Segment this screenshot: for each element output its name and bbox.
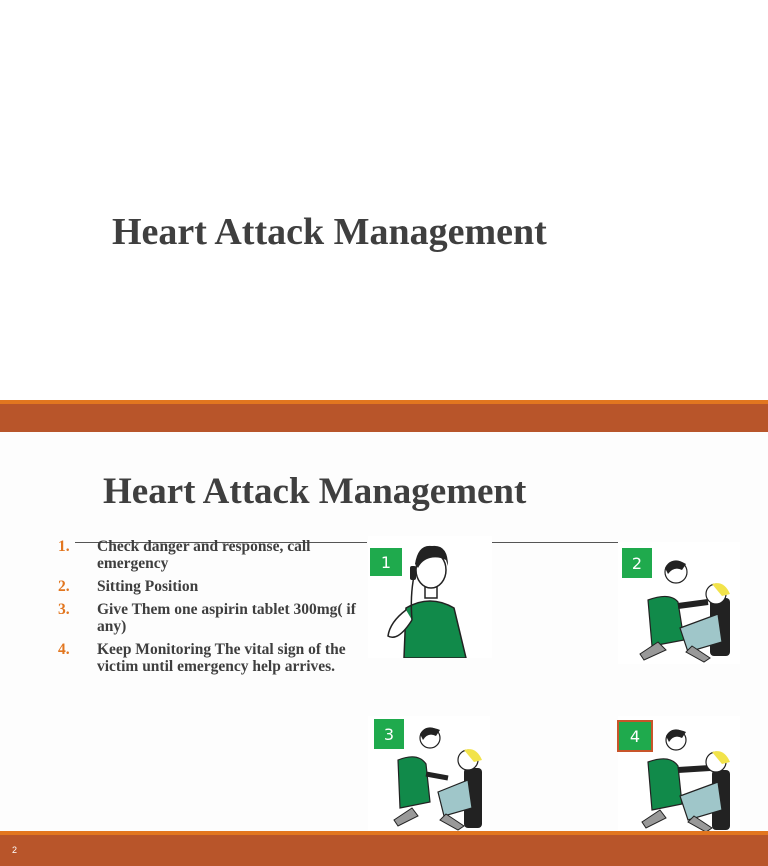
- illustration-panel-3: [368, 716, 490, 832]
- step-number: 1.: [58, 538, 70, 555]
- step-text: Give Them one aspirin tablet 300mg( if any): [97, 601, 356, 635]
- list-item: [58, 601, 368, 635]
- step-number: 3.: [58, 601, 70, 618]
- step-badge: 2: [622, 548, 652, 578]
- slide-title: Heart Attack Management: [103, 471, 527, 512]
- step-badge: 4: [619, 722, 651, 750]
- step-text: Check danger and response, call emergency: [97, 538, 311, 572]
- title-slide: [0, 0, 768, 400]
- steps-list: [58, 538, 368, 681]
- illustration-panel-2: [618, 542, 740, 664]
- step-text: Keep Monitoring The vital sign of the victim until emergency help arrives.: [97, 641, 346, 675]
- step-number: 4.: [58, 641, 70, 658]
- list-item: [58, 538, 368, 572]
- title-underline-right: [492, 542, 618, 543]
- step-number: 2.: [58, 578, 70, 595]
- step-badge: 3: [374, 719, 404, 749]
- footer-band: [0, 835, 768, 866]
- list-item: [58, 641, 368, 675]
- step-text: Sitting Position: [97, 578, 199, 595]
- list-item: [58, 578, 368, 595]
- content-slide: [0, 432, 768, 832]
- illustration-panel-4: [618, 716, 740, 834]
- slide-title: Heart Attack Management: [112, 211, 547, 253]
- slide-separator-band: [0, 404, 768, 432]
- step-badge: 1: [370, 548, 402, 576]
- illustration-panel-1: [368, 536, 492, 658]
- page-number: 2: [12, 845, 18, 855]
